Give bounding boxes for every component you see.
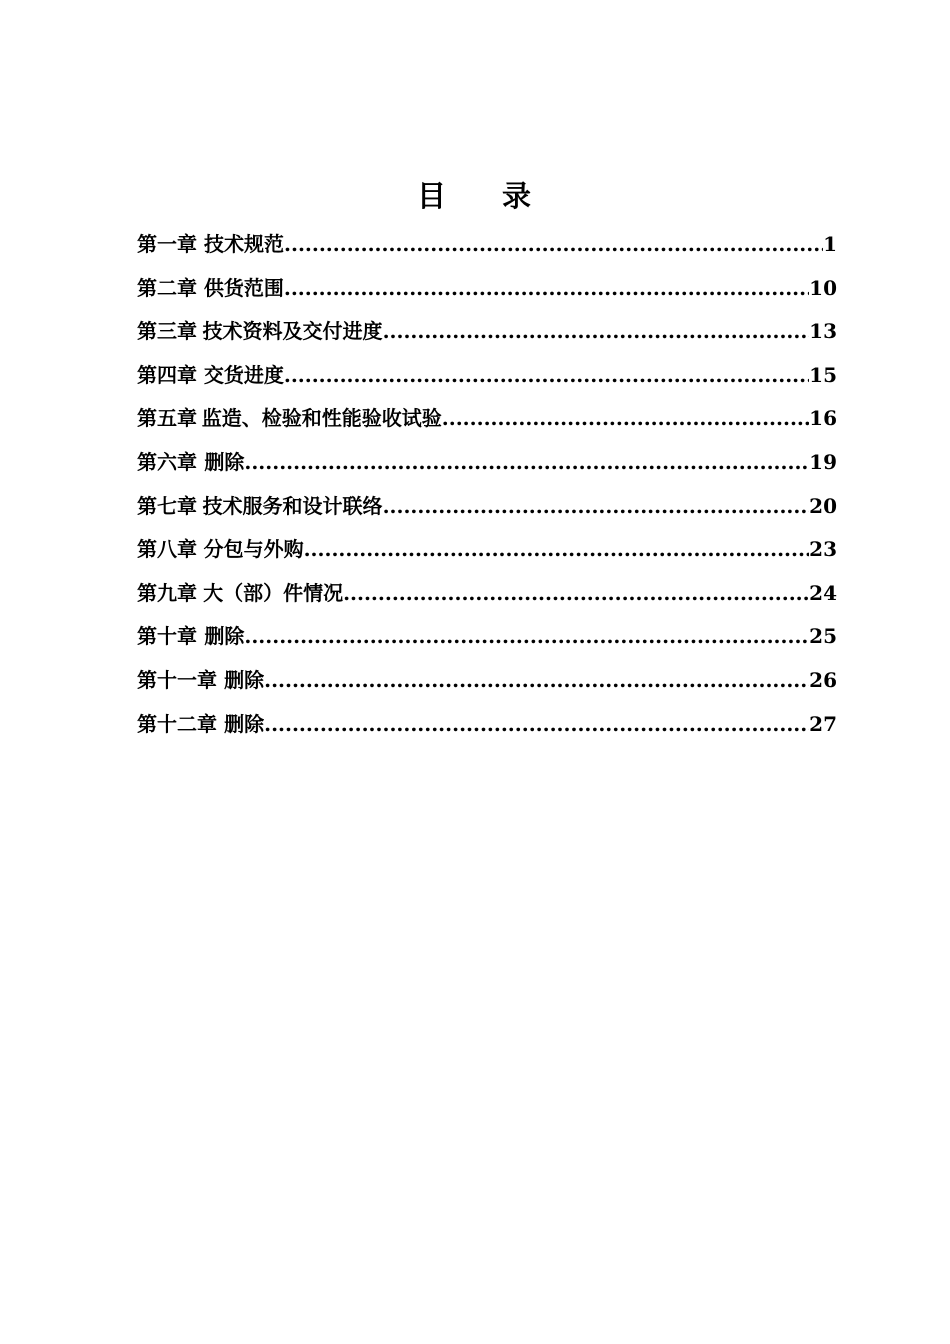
toc-page-number: 27 <box>809 711 837 736</box>
toc-leader-dots <box>284 223 823 267</box>
toc-page-number: 1 <box>823 232 837 256</box>
toc-title <box>0 176 950 216</box>
toc-heading: 技术服务和设计联络 <box>202 493 383 518</box>
toc-chapter-label: 第四章 <box>137 362 197 387</box>
toc-entry-7[interactable] <box>137 485 837 529</box>
toc-leader-dots <box>383 310 810 354</box>
toc-title-char-1: 目 <box>416 179 448 213</box>
toc-leader-dots <box>284 267 809 311</box>
toc-page-number: 13 <box>809 319 837 344</box>
toc-heading: 删除 <box>204 449 245 474</box>
toc-leader-dots <box>304 528 810 572</box>
toc-entry-10[interactable] <box>137 615 837 659</box>
toc-page-number: 20 <box>809 493 837 518</box>
toc-leader-dots <box>264 703 809 747</box>
toc-page-number: 10 <box>809 275 837 300</box>
toc-leader-dots <box>244 615 809 659</box>
toc-entry-12[interactable] <box>137 703 837 747</box>
toc-entry-9[interactable] <box>137 572 837 616</box>
toc-entry-11[interactable] <box>137 659 837 703</box>
toc-heading: 监造、检验和性能验收试验 <box>201 406 442 431</box>
toc-heading: 技术资料及交付进度 <box>202 319 383 344</box>
toc-title-char-2: 录 <box>502 179 534 213</box>
toc-leader-dots <box>343 572 809 616</box>
toc-chapter-label: 第七章 <box>137 493 197 518</box>
toc-chapter-label: 第二章 <box>137 275 197 300</box>
toc-entry-1[interactable] <box>137 223 837 267</box>
toc-page-number: 24 <box>809 580 837 605</box>
toc-heading: 删除 <box>224 711 265 736</box>
toc-chapter-label: 第十章 <box>137 624 197 649</box>
toc-heading: 删除 <box>204 624 245 649</box>
toc-entry-4[interactable] <box>137 354 837 398</box>
toc-leader-dots <box>244 441 809 485</box>
toc-page-number: 16 <box>809 406 837 431</box>
toc-heading: 供货范围 <box>203 275 284 300</box>
toc-leader-dots <box>264 659 809 703</box>
toc-chapter-label: 第三章 <box>137 319 197 344</box>
toc-page-number: 26 <box>809 667 837 692</box>
toc-heading: 交货进度 <box>203 362 284 387</box>
toc-entry-3[interactable] <box>137 310 837 354</box>
toc-entry-5[interactable] <box>137 397 837 441</box>
toc-chapter-label: 第十一章 <box>137 667 217 692</box>
toc-list <box>137 223 837 746</box>
toc-entry-2[interactable] <box>137 267 837 311</box>
toc-page-number: 19 <box>809 449 837 474</box>
toc-page-number: 23 <box>809 537 837 562</box>
toc-chapter-label: 第八章 <box>137 537 197 562</box>
toc-chapter-label: 第五章 <box>137 406 197 431</box>
toc-page-number: 25 <box>809 624 837 649</box>
toc-heading: 技术规范 <box>204 232 285 256</box>
toc-chapter-label: 第十二章 <box>137 711 217 736</box>
toc-heading: 大（部）件情况 <box>203 580 344 605</box>
toc-heading: 删除 <box>224 667 265 692</box>
toc-leader-dots <box>284 354 809 398</box>
toc-leader-dots <box>383 485 810 529</box>
toc-entry-6[interactable] <box>137 441 837 485</box>
toc-heading: 分包与外购 <box>203 537 304 562</box>
toc-chapter-label: 第九章 <box>137 580 197 605</box>
toc-page-number: 15 <box>809 362 837 387</box>
toc-chapter-label: 第一章 <box>137 232 197 256</box>
toc-entry-8[interactable] <box>137 528 837 572</box>
toc-leader-dots <box>442 397 809 441</box>
toc-chapter-label: 第六章 <box>137 449 197 474</box>
